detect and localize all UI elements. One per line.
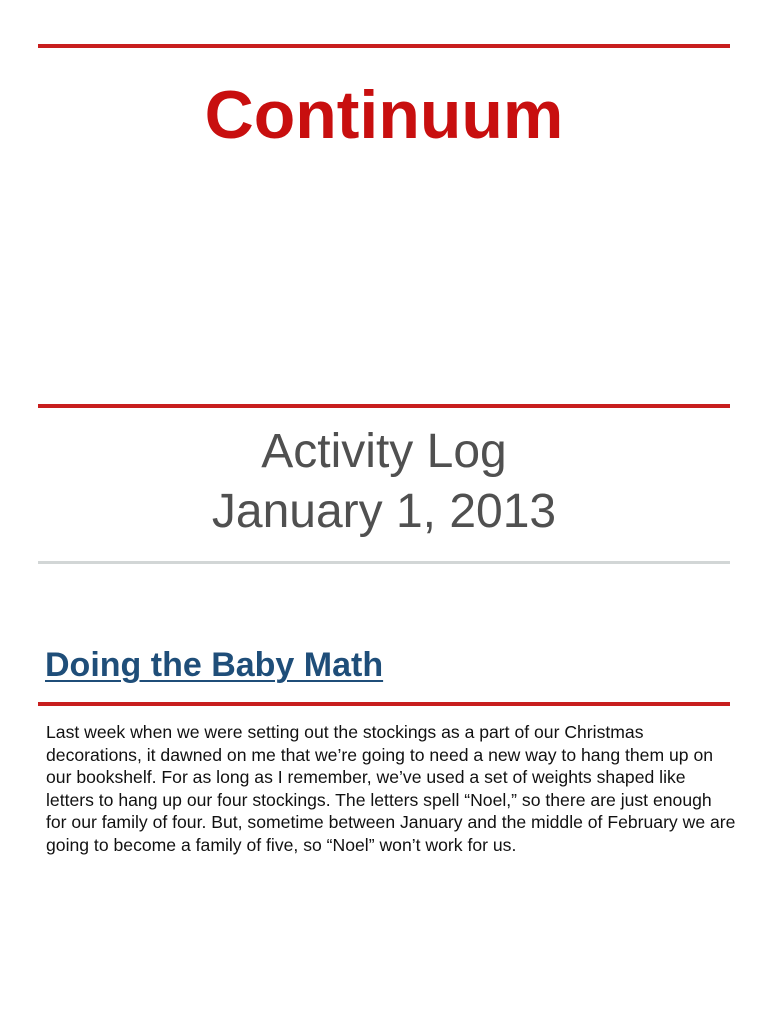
subtitle-line-date: January 1, 2013 (211, 485, 557, 538)
subtitle-line-activity-log: Activity Log (261, 425, 507, 478)
issue-subtitle (0, 422, 768, 542)
article-heading-link[interactable]: Doing the Baby Math (45, 646, 384, 684)
subtitle-divider (38, 561, 730, 564)
article-divider (38, 702, 730, 706)
newsletter-title: Continuum (204, 77, 564, 153)
top-divider (38, 44, 730, 48)
title-divider (38, 404, 730, 408)
article-body: Last week when we were setting out the stockings as a part of our Christmas decorations, it dawned on me that we’re going to need a new way to hang them up on our bookshelf. For as long as I remember, we’ve used a set of weights shaped like letters to hang up our four stockings. The letters spell “Noel,” so there are just enough for our family of four. But, sometime between January and the middle of February we are going to become a family of five, so “Noel” won’t work for us. (46, 722, 736, 855)
